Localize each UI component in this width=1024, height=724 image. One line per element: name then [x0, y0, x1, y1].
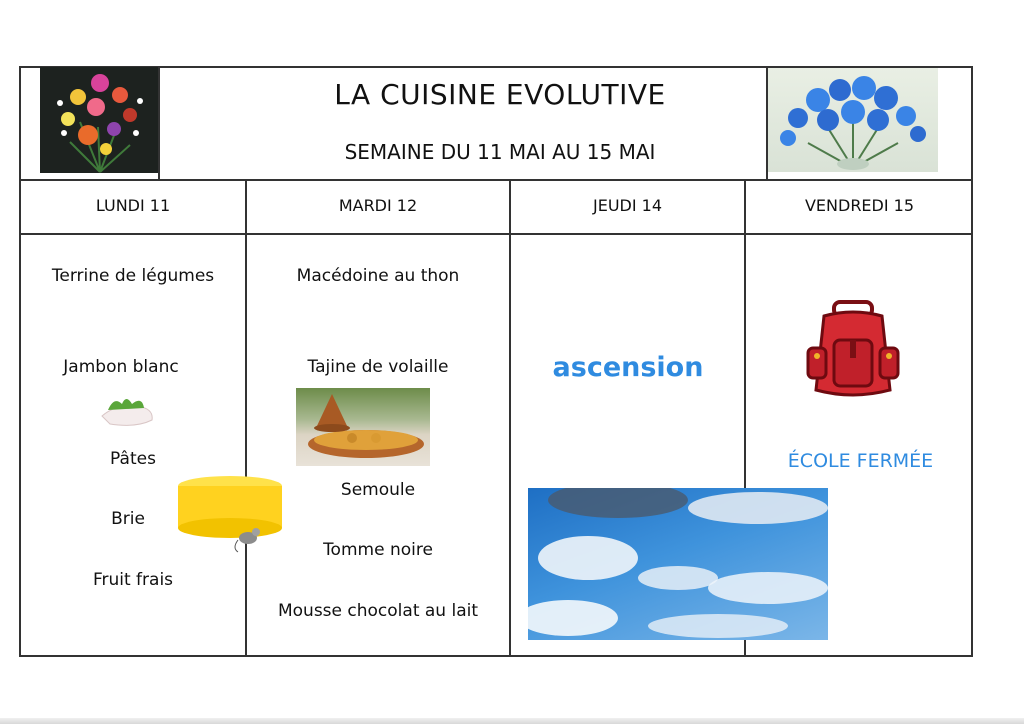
tuesday-dish-3: Semoule: [340, 480, 416, 500]
day-header-tuesday: MARDI 12: [338, 196, 418, 215]
school-closed-note: ÉCOLE FERMÉE: [787, 450, 934, 472]
page-title: LA CUISINE EVOLUTIVE: [334, 78, 666, 111]
red-backpack-image: [804, 300, 902, 402]
logo-divider-left: [158, 66, 160, 180]
cloudy-sky-image: [528, 488, 828, 640]
header-divider: [19, 179, 973, 181]
cornflower-bouquet-image: [768, 68, 938, 172]
tuesday-dish-5: Mousse chocolat au lait: [277, 601, 479, 621]
monday-dish-1: Terrine de légumes: [51, 266, 215, 286]
tuesday-dish-2: Tajine de volaille: [307, 357, 449, 377]
monday-dish-5: Fruit frais: [92, 570, 174, 590]
wildflower-bouquet-image: [40, 67, 158, 173]
tajine-image: [296, 388, 430, 466]
day-header-friday: VENDREDI 15: [804, 196, 915, 215]
page-edge: [0, 718, 1024, 724]
ascension-note: ascension: [552, 352, 704, 383]
monday-dish-3: Pâtes: [110, 449, 156, 469]
tuesday-dish-4: Tomme noire: [323, 540, 433, 560]
day-header-monday: LUNDI 11: [95, 196, 171, 215]
day-row-divider: [19, 233, 973, 235]
column-divider-2: [509, 179, 511, 657]
ham-image: [96, 390, 158, 430]
column-divider-1: [245, 179, 247, 657]
day-header-thursday: JEUDI 14: [592, 196, 663, 215]
tuesday-dish-1: Macédoine au thon: [296, 266, 460, 286]
monday-dish-4: Brie: [111, 509, 145, 529]
week-subtitle: SEMAINE DU 11 MAI AU 15 MAI: [344, 140, 656, 164]
monday-dish-2: Jambon blanc: [63, 357, 179, 377]
